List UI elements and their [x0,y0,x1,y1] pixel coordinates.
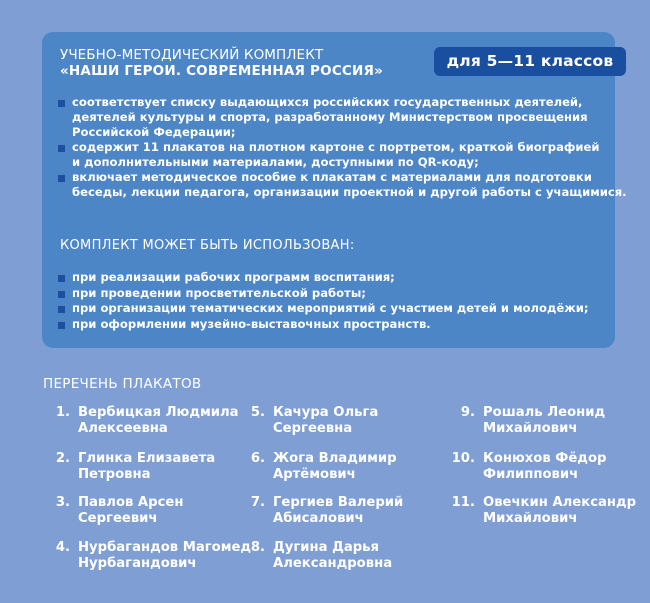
grade-badge: для 5—11 классов [434,47,626,76]
kit-title [60,47,383,79]
poster-number: 2. [55,451,70,466]
features-list [56,95,627,200]
poster-number: 4. [55,540,70,555]
use-item: при организации тематических мероприятий с участием детей и молодёжи; [56,301,589,317]
poster-number: 1. [55,405,70,420]
feature-item: включает методическое пособие к плакатам с материалами для подготовки беседы, лекции педагога, организации проектной и другой работы с учащимися. [56,170,627,200]
use-item: при оформлении музейно-выставочных пространств. [56,317,589,333]
bullet-square-icon [58,100,65,107]
uses-list [56,270,589,332]
posters-title: ПЕРЕЧЕНЬ ПЛАКАТОВ [43,376,202,392]
poster-number: 10. [451,451,475,466]
use-section-title: КОМПЛЕКТ МОЖЕТ БЫТЬ ИСПОЛЬЗОВАН: [60,238,355,253]
poster-name: Дугина Дарья Александровна [273,540,393,571]
use-item: при проведении просветительской работы; [56,286,589,302]
poster-name: Гергиев Валерий Абисалович [273,495,404,526]
poster-number: 11. [451,495,475,510]
poster-name: Павлов Арсен Сергеевич [78,495,184,526]
kit-title-line1: УЧЕБНО-МЕТОДИЧЕСКИЙ КОМПЛЕКТ [60,47,324,63]
feature-item: соответствует списку выдающихся российских государственных деятелей, деятелей культуры и спорта, разработанному Министерством просвещения Российской Федерации; [56,95,627,140]
poster-name: Нурбагандов Магомед Нурбагандович [78,540,252,571]
poster-name: Жога Владимир Артёмович [273,451,397,482]
poster-number: 7. [250,495,265,510]
kit-info-panel [42,32,627,348]
poster-name: Глинка Елизавета Петровна [78,451,216,482]
use-item: при реализации рабочих программ воспитания; [56,270,589,286]
poster-number: 3. [55,495,70,510]
poster-number: 6. [250,451,265,466]
bullet-square-icon [58,275,65,282]
poster-name: Качура Ольга Сергеевна [273,405,379,436]
poster-name: Конюхов Фёдор Филиппович [483,451,607,482]
poster-number: 8. [250,540,265,555]
poster-name: Рошаль Леонид Михайлович [483,405,606,436]
poster-name: Вербицкая Людмила Алексеевна [78,405,239,436]
poster-name: Овечкин Александр Михайлович [483,495,637,526]
bullet-square-icon [58,322,65,329]
poster-number: 9. [460,405,475,420]
poster-number: 5. [250,405,265,420]
feature-item: содержит 11 плакатов на плотном картоне с портретом, краткой биографией и дополнительными материалами, доступными по QR-коду; [56,140,627,170]
bullet-square-icon [58,291,65,298]
kit-title-line2: «НАШИ ГЕРОИ. СОВРЕМЕННАЯ РОССИЯ» [60,63,384,79]
bullet-square-icon [58,175,65,182]
bullet-square-icon [58,306,65,313]
bullet-square-icon [58,145,65,152]
